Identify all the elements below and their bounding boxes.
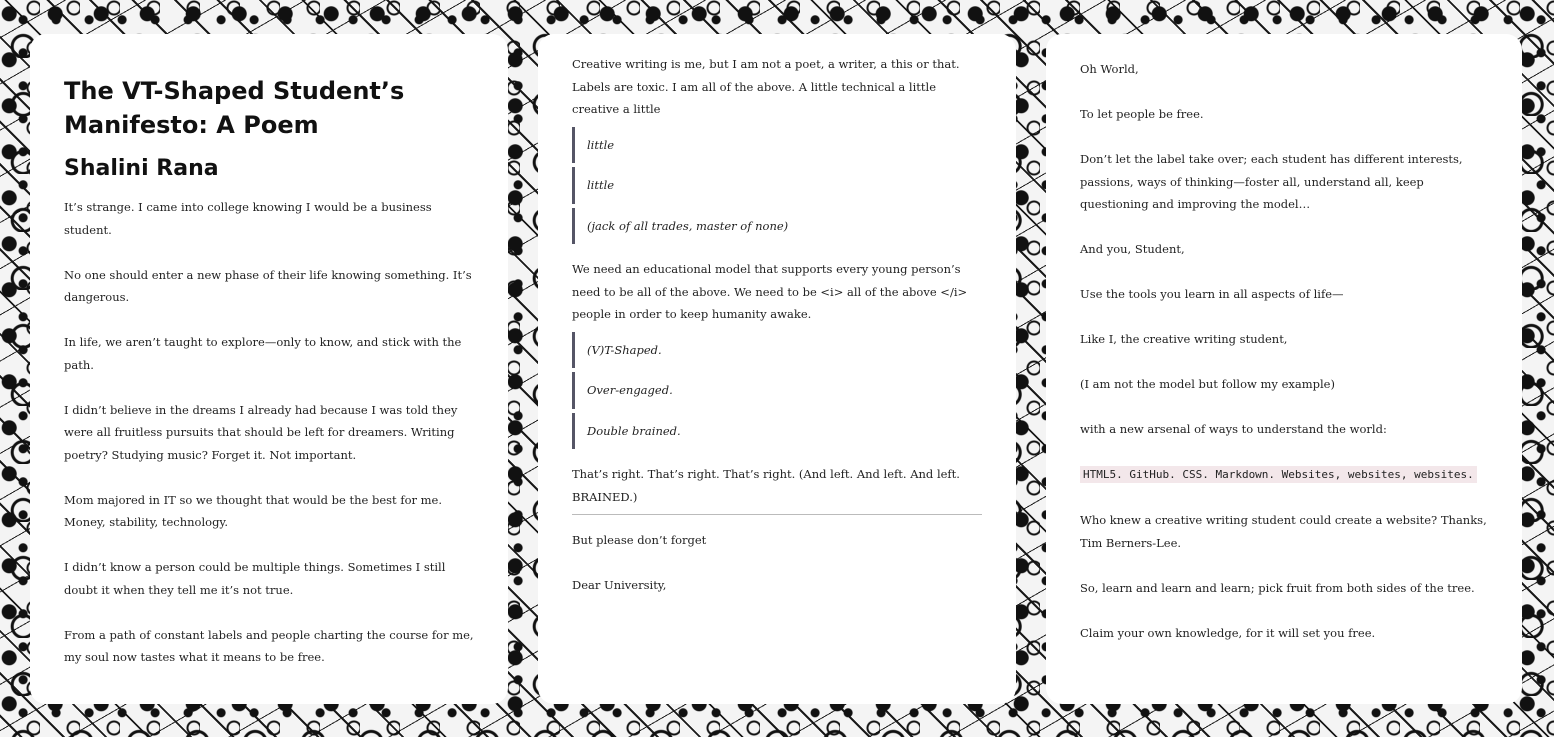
poem-blockquote: (V)T-Shaped. — [572, 332, 982, 369]
inline-code: HTML5. GitHub. CSS. Markdown. Websites, websites, websites. — [1080, 466, 1477, 483]
poem-blockquote: Over-engaged. — [572, 372, 982, 409]
poem-paragraph: Mom majored in IT so we thought that would be the best for me. Money, stability, technology. — [64, 492, 443, 529]
poem-author: Shalini Rana — [64, 156, 219, 181]
poem-paragraph: In life, we aren’t taught to explore—only to know, and stick with the path. — [64, 335, 462, 372]
poem-paragraph: No one should enter a new phase of their life knowing something. It’s dangerous. — [64, 267, 472, 304]
poem-line: To let people be free. — [1080, 107, 1204, 121]
poem-paragraph: It’s strange. I came into college knowing I would be a business student. — [64, 200, 432, 237]
poem-line: But please don’t forget — [572, 533, 707, 547]
poem-line: So, learn and learn and learn; pick fruit from both sides of the tree. — [1080, 580, 1475, 595]
poem-line: And you, Student, — [1080, 242, 1185, 256]
poem-paragraph: Creative writing is me, but I am not a poet, a writer, a this or that. Labels are toxic. I am all of the above. A little technical a little creative a little — [572, 57, 960, 116]
divider — [572, 514, 982, 515]
poem-line: Use the tools you learn in all aspects of life— — [1080, 287, 1344, 301]
poem-blockquote: (jack of all trades, master of none) — [572, 208, 982, 245]
poem-line: with a new arsenal of ways to understand the world: — [1080, 422, 1387, 436]
poem-title: The VT-Shaped Student’s Manifesto: A Poem — [64, 77, 405, 139]
poem-card-left — [30, 34, 508, 704]
blockquote-group — [572, 332, 982, 450]
poem-blockquote: little — [572, 127, 982, 164]
poem-line: Like I, the creative writing student, — [1080, 332, 1288, 346]
poem-line: Dear University, — [572, 578, 667, 592]
poem-card-right — [1046, 34, 1522, 704]
poem-paragraph: I didn’t believe in the dreams I already had because I was told they were all fruitless pursuits that should be left for dreamers. Writing poetry? Studying music? Forget it. Not important. — [64, 402, 458, 462]
poem-paragraph: From a path of constant labels and people charting the course for me, my soul now tastes what it means to be free. — [64, 627, 474, 664]
poem-paragraph: I didn’t know a person could be multiple things. Sometimes I still doubt it when they tell me it’s not true. — [64, 560, 446, 597]
poem-line: Claim your own knowledge, for it will set you free. — [1080, 625, 1376, 640]
blockquote-group — [572, 127, 982, 245]
poem-line: Who knew a creative writing student could create a website? Thanks, Tim Berners-Lee. — [1080, 513, 1487, 550]
poem-line: Oh World, — [1080, 62, 1139, 76]
poem-line: (I am not the model but follow my example) — [1080, 377, 1335, 391]
poem-card-middle — [538, 34, 1016, 704]
poem-blockquote: Double brained. — [572, 413, 982, 450]
poem-blockquote: little — [572, 167, 982, 204]
code-line — [1080, 463, 1488, 487]
poem-paragraph: We need an educational model that supports every young person’s need to be all of the above. We need to be <i> all of the above </i> people in order to keep humanity awake. — [572, 262, 968, 321]
poem-line: Don’t let the label take over; each student has different interests, passions, ways of thinking—foster all, understand all, keep questioning and improving the model… — [1080, 152, 1463, 211]
poem-paragraph: That’s right. That’s right. That’s right. (And left. And left. And left. BRAINED.) — [572, 467, 960, 504]
